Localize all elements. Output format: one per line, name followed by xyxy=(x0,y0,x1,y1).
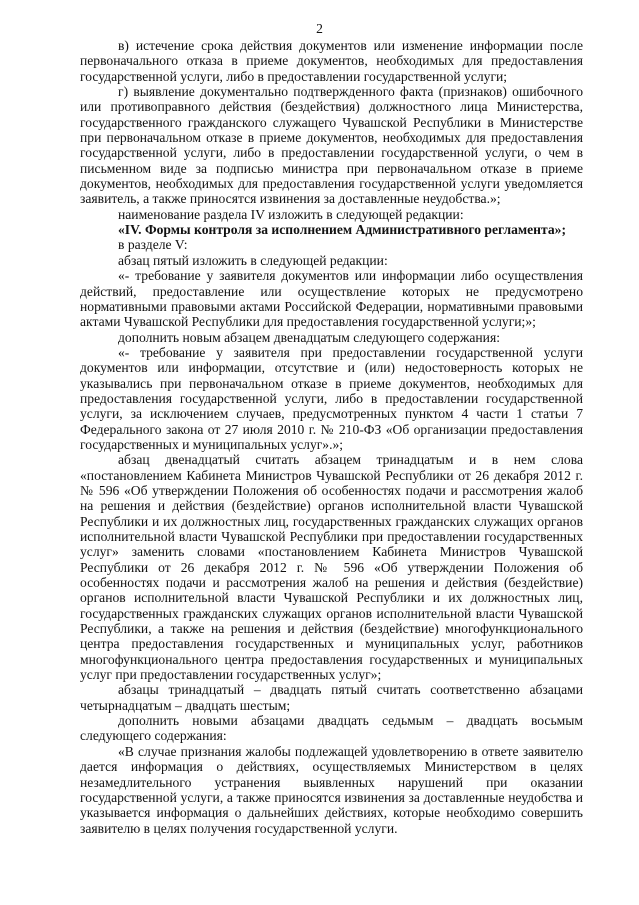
paragraph-section-iv-intro: наименование раздела IV изложить в следующей редакции: xyxy=(118,206,464,222)
paragraph-item-v: в) истечение срока действия документов или изменение информации после первоначального отказа в приеме документов, необходимых для предоставления государственной услуги, либо в предоставлении государственной услуги; xyxy=(80,38,583,84)
paragraph-fifth-abzac-intro: абзац пятый изложить в следующей редакции: xyxy=(118,252,388,268)
paragraph-add-new-abzacs: дополнить новыми абзацами двадцать седьмым – двадцать восьмым следующего содержания: xyxy=(80,713,583,744)
page-number: 2 xyxy=(316,21,323,36)
paragraph-renumber-range: абзацы тринадцатый – двадцать пятый считать соответственно абзацами четырнадцатым – двадцать шестым; xyxy=(80,682,583,713)
paragraph-section-v-intro: в разделе V: xyxy=(118,237,188,253)
paragraph-twelfth-abzac-text: «- требование у заявителя при предоставлении государственной услуги документов или информации, отсутствие и (или) недостоверность которых не указывались при первоначальном отказе в приеме документов, необходимых для предоставления государственной услуги, либо в предоставлении государственной услуги, за исключением случаев, предусмотренных пунктом 4 части 1 статьи 7 Федерального закона от 27 июля 2010 г. № 210-ФЗ «Об организации предоставления государственных и муниципальных услуг».»; xyxy=(80,344,583,452)
paragraph-renumber-twelfth: абзац двенадцатый считать абзацем тринадцатым и в нем слова «постановлением Кабинета Министров Чувашской Республики от 26 декабря 2012 г. № 596 «Об утверждении Положения об особенностях подачи и рассмотрения жалоб на решения и действия (бездействие) органов исполнительной власти Чувашской Республики и их должностных лиц, государственных гражданских служащих органов исполнительной власти Чувашской Республики при предоставлении государственных услуг» заменить словами «постановлением Кабинета Министров Чувашской Республики от 26 декабря 2012 г. № 596 «Об утверждении Положения об особенностях подачи и рассмотрения жалоб на решения и действия (бездействие) органов исполнительной власти Чувашской Республики и их должностных лиц, государственных гражданских служащих органов исполнительной власти Чувашской Республики, а также на решения и действия (бездействие) многофункционального центра предоставления государственных и муниципальных услуг, работников многофункционального центра предоставления государственных и муниципальных услуг при предоставлении государственных услуг»; xyxy=(80,452,583,683)
paragraph-twelfth-abzac-intro: дополнить новым абзацем двенадцатым следующего содержания: xyxy=(118,329,500,345)
paragraph-complaint-satisfied: «В случае признания жалобы подлежащей удовлетворению в ответе заявителю дается информация о действиях, осуществляемых Министерством в целях незамедлительного устранения выявленных нарушений при оказании государственной услуги, а также приносятся извинения за доставленные неудобства и указывается информация о дальнейших действиях, которые необходимо совершить заявителю в целях получения государственной услуги. xyxy=(80,743,583,836)
paragraph-fifth-abzac-text: «- требование у заявителя документов или информации либо осуществления действий, предоставление или осуществление которых не предусмотрено нормативными правовыми актами Российской Федерации, нормативными правовыми актами Чувашской Республики для предоставления государственной услуги;»; xyxy=(80,268,583,330)
paragraph-section-iv-title: «IV. Формы контроля за исполнением Административного регламента»; xyxy=(118,222,566,238)
paragraph-item-g: г) выявление документально подтвержденного факта (признаков) ошибочного или противоправного действия (бездействия) должностного лица Министерства, государственного гражданского служащего Чувашской Республики в Министерстве при первоначальном отказе в приеме документов, необходимых для предоставления государственной услуги, либо в предоставлении государственной услуги, о чем в письменном виде за подписью министра при первоначальном отказе в приеме документов, необходимых для предоставления государственной услуги уведомляется заявитель, а также приносятся извинения за доставленные неудобства.»; xyxy=(80,84,583,207)
